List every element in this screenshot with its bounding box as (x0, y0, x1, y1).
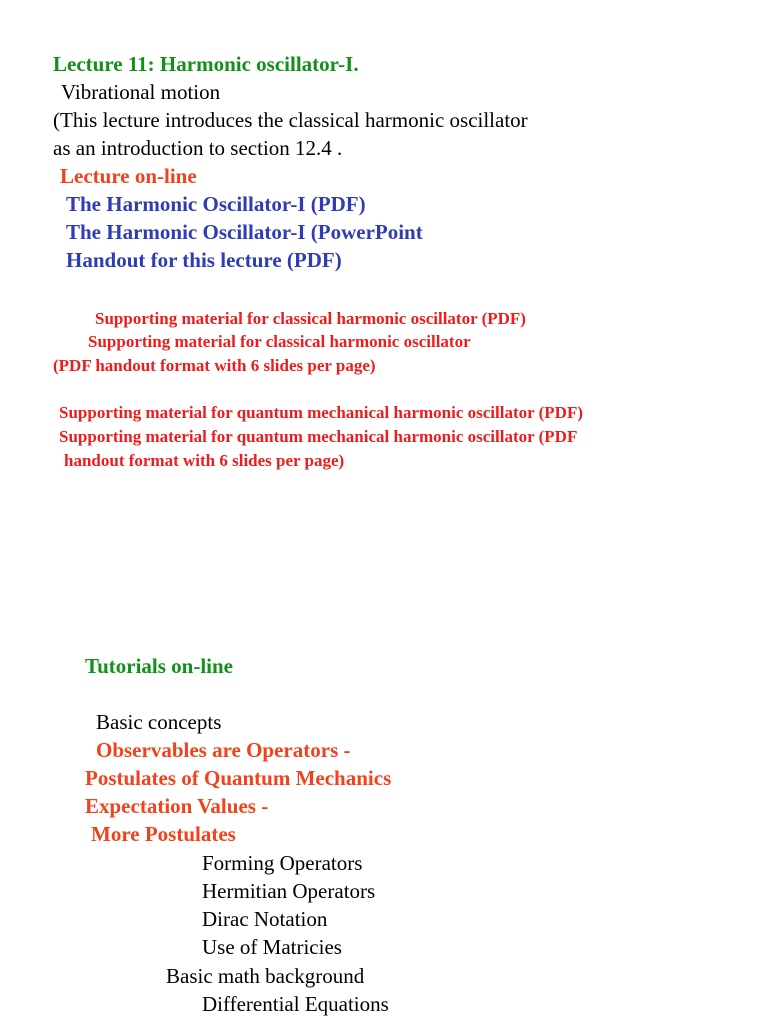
postulates-quantum-mechanics-link[interactable]: Postulates of Quantum Mechanics (85, 766, 392, 790)
lecture-description-line-2: as an introduction to section 12.4 . (53, 136, 343, 160)
lecture-description-line-1: (This lecture introduces the classical harmonic oscillator (53, 108, 528, 132)
lecture-title: Lecture 11: Harmonic oscillator-I. (53, 52, 359, 76)
expectation-values-link[interactable]: Expectation Values - (85, 794, 269, 818)
math-background-label: Basic math background (166, 964, 365, 988)
quantum-oscillator-handout-link[interactable]: Supporting material for quantum mechanical harmonic oscillator (PDF (59, 427, 578, 446)
classical-oscillator-pdf-link[interactable]: Supporting material for classical harmonic oscillator (PDF) (95, 309, 526, 328)
observables-operators-link[interactable]: Observables are Operators - (96, 738, 351, 762)
lecture-online-link[interactable]: Lecture on-line (60, 164, 197, 188)
quantum-oscillator-handout-link-cont[interactable]: handout format with 6 slides per page) (64, 451, 345, 470)
hermitian-operators-item: Hermitian Operators (202, 879, 376, 903)
quantum-oscillator-pdf-link[interactable]: Supporting material for quantum mechanical harmonic oscillator (PDF) (59, 403, 583, 422)
forming-operators-item: Forming Operators (202, 851, 363, 875)
lecture-subtitle: Vibrational motion (61, 80, 221, 104)
basic-concepts-label: Basic concepts (96, 710, 222, 734)
lecture-handout-pdf-link[interactable]: Handout for this lecture (PDF) (66, 248, 342, 272)
use-of-matricies-item: Use of Matricies (202, 935, 342, 959)
differential-equations-item: Differential Equations (202, 992, 389, 1016)
dirac-notation-item: Dirac Notation (202, 907, 328, 931)
classical-oscillator-handout-link[interactable]: Supporting material for classical harmonic oscillator (88, 332, 471, 351)
harmonic-oscillator-pdf-link[interactable]: The Harmonic Oscillator-I (PDF) (66, 192, 366, 216)
classical-oscillator-handout-link-cont[interactable]: (PDF handout format with 6 slides per page) (53, 356, 376, 375)
harmonic-oscillator-powerpoint-link[interactable]: The Harmonic Oscillator-I (PowerPoint (66, 220, 423, 244)
more-postulates-link[interactable]: More Postulates (91, 822, 236, 846)
tutorials-heading: Tutorials on-line (85, 654, 234, 678)
